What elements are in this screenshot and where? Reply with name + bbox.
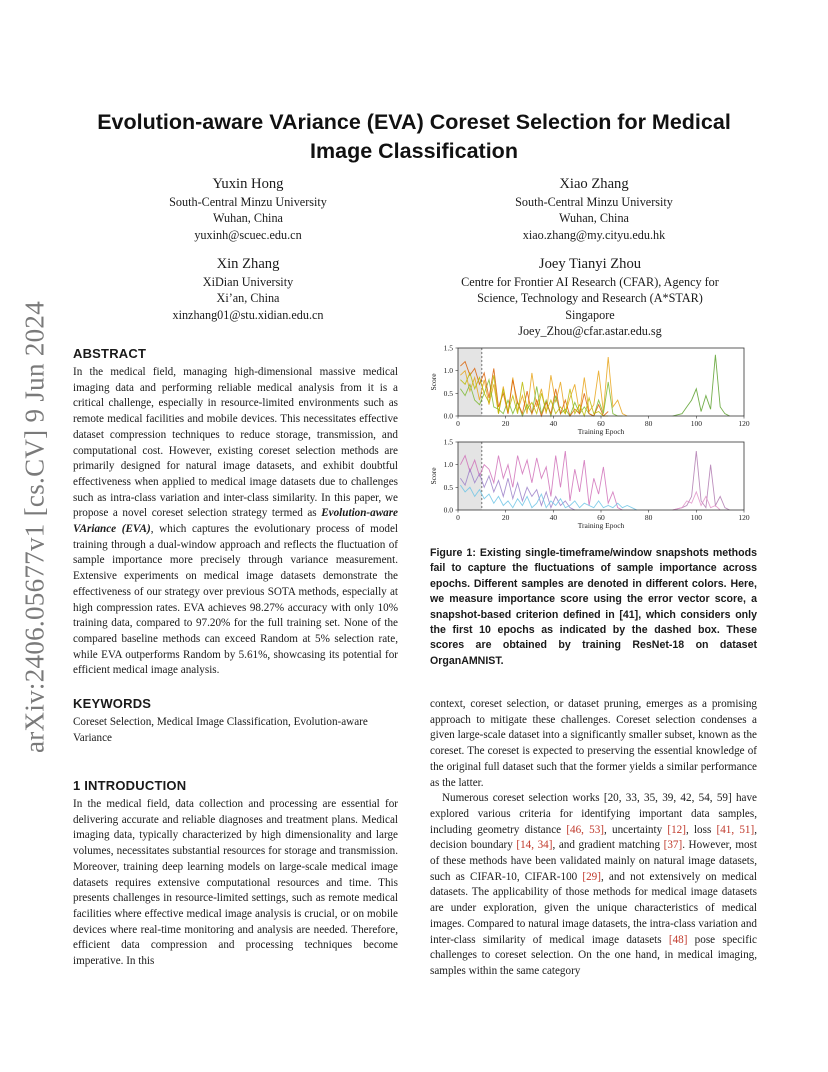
series-line-5	[673, 355, 730, 416]
author-email[interactable]: Joey_Zhou@cfar.astar.edu.sg	[518, 324, 662, 339]
author-location: Wuhan, China	[559, 211, 629, 226]
keywords-text: Coreset Selection, Medical Image Classification, Evolution-aware Variance	[73, 716, 368, 744]
x-tick-label: 60	[597, 419, 605, 428]
x-tick-label: 80	[644, 419, 653, 428]
text-span: pose specific challenges to coreset selection. On the one hand, in medical imaging, samples within the same category	[430, 933, 758, 977]
author-name: Xiao Zhang	[559, 176, 629, 192]
author-location: Wuhan, China	[213, 211, 283, 226]
author-affiliation: South-Central Minzu University	[515, 195, 673, 209]
author-block-3	[143, 254, 353, 323]
x-tick-label: 120	[738, 513, 750, 522]
x-tick-label: 80	[644, 513, 653, 522]
right-paragraph-2	[430, 791, 757, 979]
citation-link[interactable]: [41, 51]	[716, 823, 755, 836]
paper-title: Evolution-aware VAriance (EVA) Coreset Selection for Medical Image Classification	[97, 110, 731, 163]
x-tick-label: 40	[549, 419, 558, 428]
x-tick-label: 20	[501, 419, 510, 428]
right-column-body	[430, 697, 757, 980]
y-tick-label: 1.0	[443, 366, 453, 376]
x-axis-label: Training Epoch	[577, 521, 625, 530]
right-paragraph-1: context, coreset selection, or dataset pruning, emerges as a promising approach to mitigate these challenges. Coreset selection condenses a given large-scale dataset into a significantly smaller subset, known as the coreset. The coreset is expected to preserving the essential knowledge of the original full dataset such that the former yields a similar performance as the latter.	[430, 698, 757, 789]
author-block-2	[466, 174, 722, 243]
author-affiliation: XiDian University	[202, 275, 294, 289]
text-span: , and gradient matching	[552, 839, 664, 852]
x-tick-label: 0	[456, 419, 460, 428]
author-name: Joey Tianyi Zhou	[538, 256, 642, 272]
y-axis-label: Score	[429, 373, 438, 391]
chart-bottom	[429, 438, 750, 531]
author-name: Yuxin Hong	[212, 176, 284, 192]
x-tick-label: 100	[690, 513, 702, 522]
citation-link[interactable]: [29]	[582, 870, 601, 883]
author-block-4	[420, 254, 760, 340]
y-tick-label: 1.0	[443, 460, 453, 470]
introduction-heading: 1 INTRODUCTION	[73, 778, 187, 793]
series-line-4	[460, 373, 608, 416]
author-affiliation-line-1: Centre for Frontier AI Research (CFAR), Agency for	[461, 275, 719, 289]
citation-link[interactable]: [12]	[667, 823, 686, 836]
author-affiliation: South-Central Minzu University	[169, 195, 327, 209]
figure-1-charts	[420, 338, 760, 534]
keywords-heading: KEYWORDS	[73, 696, 152, 711]
y-tick-label: 0.0	[443, 505, 453, 515]
y-tick-label: 1.5	[443, 437, 453, 447]
citation-link[interactable]: [46, 53]	[566, 823, 605, 836]
introduction-body: In the medical field, data collection and processing are essential for delivering accurate and reliable diagnoses and treatment plans. Medical imaging data, typically characterized by high dimensionality and large volumes, necessitates substantial resources for storage and transmission. Moreover, training deep learning models on large-scale medical image datasets requires extensive computational resources and time. This presents challenges in resource-limited settings, such as remote medical facilities where effective medical image analysis is crucial, or on mobile devices where real-time monitoring and analysis are needed. Therefore, efficient data compression and processing techniques become imperative. In this	[73, 798, 398, 968]
citation-link[interactable]: [37]	[663, 839, 683, 852]
author-email[interactable]: xiao.zhang@my.cityu.edu.hk	[522, 227, 666, 242]
chart-top	[429, 344, 750, 437]
x-tick-label: 20	[501, 513, 510, 522]
series-line-4	[673, 451, 730, 510]
text-span: , uncertainty	[604, 823, 668, 836]
x-tick-label: 40	[549, 513, 558, 522]
figure-1-caption: Figure 1: Existing single-timeframe/window snapshots methods fail to capture the fluctuations of sample importance across epochs. Different samples are denoted in different colors. Here, we measure importance score using the error vector score, a snapshot-based criterion defined in [41], which considers only the first 10 epochs as indicated by the dashed box. These scores are obtained by training ResNet-18 on dataset OrganAMNIST.	[430, 547, 757, 667]
citation-link[interactable]: [14, 34]	[516, 839, 553, 852]
text-span: , and not extensively on medical datasets. The applicability of those methods for medical image datasets are under exploration, given the unique characteristics of medical images. Compared to natural image datasets, the intra-class variation and inter-class similarity of medical image datasets	[430, 870, 758, 946]
x-tick-label: 0	[456, 513, 460, 522]
text-span: Numerous coreset selection works [20, 33, 35, 39, 42, 54, 59] have explored various criteria for identifying important data samples, including geometry distance	[430, 792, 757, 836]
author-location: Xi’an, China	[216, 291, 280, 306]
author-email[interactable]: xinzhang01@stu.xidian.edu.cn	[172, 307, 324, 322]
y-tick-label: 1.5	[443, 343, 453, 353]
author-affiliation-line-2: Science, Technology and Research (A*STAR)	[477, 291, 703, 306]
author-block-1	[143, 174, 353, 243]
y-tick-label: 0.5	[443, 482, 453, 492]
text-span: , decision boundary	[430, 823, 758, 852]
series-line-5	[673, 492, 721, 510]
author-location: Singapore	[565, 307, 615, 322]
x-tick-label: 60	[597, 513, 605, 522]
abstract-heading: ABSTRACT	[73, 346, 147, 361]
x-axis-label: Training Epoch	[577, 427, 625, 436]
text-span: , loss	[685, 823, 717, 836]
citation-link[interactable]: [48]	[668, 933, 688, 946]
y-axis-label: Score	[429, 467, 438, 485]
abstract-method-name: Evolution-aware VAriance (EVA)	[73, 507, 398, 536]
abstract-text-2: , which captures the evolutionary process of model training through a dual-window approach and reflects the fluctuation of sample importance more precisely through variance measurement. Extensive experiments on medical image datasets demonstrate the effectiveness of our strategy over previous SOTA methods, especially at high compression rates. EVA achieves 98.27% accuracy with only 10% training data, compared to 97.20% for the full training set. None of the compared baseline methods can exceed Random at 5% selection rate, while EVA outperforms Random by 5.61%, showcasing its potential for efficient medical image analysis.	[73, 523, 398, 677]
author-name: Xin Zhang	[216, 256, 280, 272]
abstract-text-1: In the medical field, managing high-dimensional massive medical imaging data and performing reliable medical analysis from it is a critical challenge, especially in resource-limited environments such as remote medical facilities and mobile devices. This necessitates effective dataset compression techniques to reduce storage, transmission, and computational cost. However, existing coreset selection methods are primarily designed for natural image datasets, and exhibit doubtful effectiveness when applied to medical image datasets due to challenges such as intra-class variation and inter-class similarity. In this paper, we propose a novel coreset selection strategy termed as	[73, 366, 398, 520]
arxiv-identifier-text: arXiv:2406.05677v1 [cs.CV] 9 Jun 2024	[19, 300, 50, 754]
abstract-body	[73, 365, 398, 679]
text-span: . However, most of these methods have been validated mainly on natural image datasets, such as CIFAR-10, CIFAR-100	[430, 839, 757, 883]
arxiv-identifier	[12, 292, 58, 762]
y-tick-label: 0.5	[443, 388, 453, 398]
author-email[interactable]: yuxinh@scuec.edu.cn	[194, 227, 302, 242]
x-tick-label: 100	[690, 419, 702, 428]
y-tick-label: 0.0	[443, 411, 453, 421]
x-tick-label: 120	[738, 419, 750, 428]
series-line-2	[460, 380, 622, 416]
snapshot-window-shade	[458, 348, 482, 416]
